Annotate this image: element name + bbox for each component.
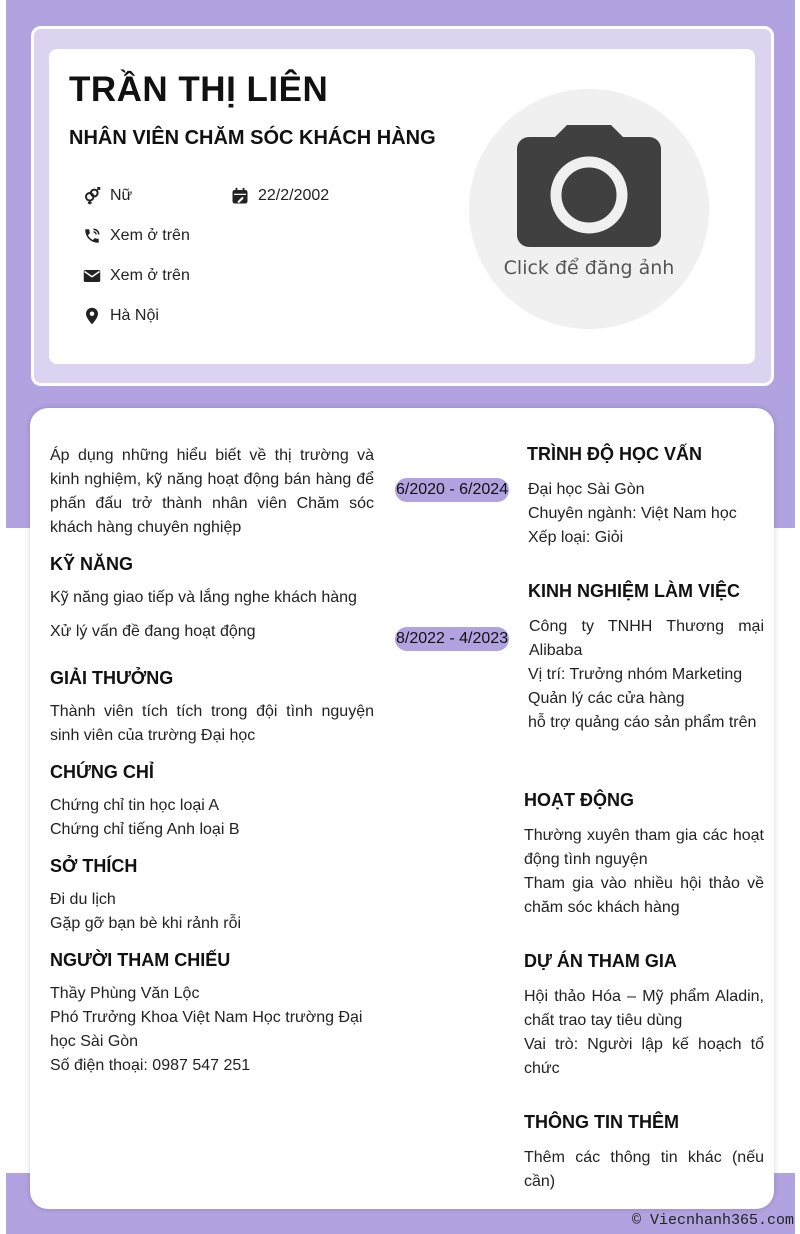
experience-heading[interactable]: KINH NGHIỆM LÀM VIỆC (528, 581, 741, 601)
project-name[interactable]: Hội thảo Hóa – Mỹ phẩm Aladin, chất trao tay tiêu dùng (524, 988, 764, 1029)
reference-phone[interactable]: Số điện thoại: 0987 547 251 (50, 1057, 251, 1074)
experience-duty[interactable]: Quản lý các cửa hàng (528, 690, 685, 707)
hobbies-heading[interactable]: SỞ THÍCH (50, 856, 138, 876)
phone-value: Xem ở trên (110, 227, 190, 244)
experience-period[interactable]: 8/2022 - 4/2023 (395, 627, 509, 651)
activity-item[interactable]: Tham gia vào nhiều hội thảo về chăm sóc khách hàng (524, 875, 764, 916)
job-title[interactable]: NHÂN VIÊN CHĂM SÓC KHÁCH HÀNG (69, 127, 436, 149)
hobby-item[interactable]: Đi du lịch (50, 891, 116, 908)
gender-info[interactable] (83, 187, 132, 205)
skill-item[interactable]: Kỹ năng giao tiếp và lắng nghe khách hàng (50, 589, 357, 606)
hobby-item[interactable]: Gặp gỡ bạn bè khi rảnh rỗi (50, 915, 242, 932)
education-major[interactable]: Chuyên ngành: Việt Nam học (528, 505, 737, 522)
award-item[interactable]: Thành viên tích tích trong đội tình nguyện sinh viên của trường Đại học (50, 703, 374, 744)
email-value: Xem ở trên (110, 267, 190, 284)
birthdate-value: 22/2/2002 (258, 187, 330, 204)
education-period[interactable]: 6/2020 - 6/2024 (395, 478, 509, 502)
career-objective[interactable]: Áp dụng những hiểu biết về thị trường và kinh nghiệm, kỹ năng hoạt động bán hàng để phấn đấu trở thành nhân viên Chăm sóc khách hàng chuyên nghiệp (50, 447, 374, 536)
awards-heading[interactable]: GIẢI THƯỞNG (50, 668, 174, 688)
phone-info[interactable] (83, 227, 190, 245)
email-icon (83, 267, 101, 285)
additional-info-heading[interactable]: THÔNG TIN THÊM (524, 1112, 679, 1132)
location-pin-icon (83, 307, 101, 325)
skills-heading[interactable]: KỸ NĂNG (50, 554, 134, 574)
experience-company[interactable]: Công ty TNHH Thương mại Alibaba (529, 618, 764, 659)
experience-role[interactable]: Vị trí: Trưởng nhóm Marketing (528, 666, 743, 683)
certificates-heading[interactable]: CHỨNG CHỈ (50, 762, 154, 782)
references-heading[interactable]: NGƯỜI THAM CHIẾU (50, 950, 231, 970)
certificate-item[interactable]: Chứng chỉ tin học loại A (50, 797, 220, 814)
project-role[interactable]: Vai trò: Người lập kế hoạch tổ chức (524, 1036, 764, 1077)
gender-value: Nữ (110, 187, 133, 204)
birthdate-info[interactable] (231, 187, 329, 205)
experience-duty[interactable]: hỗ trợ quảng cáo sản phẩm trên (528, 714, 757, 731)
education-grade[interactable]: Xếp loại: Giỏi (528, 529, 624, 546)
email-info[interactable] (83, 267, 190, 285)
reference-name[interactable]: Thầy Phùng Văn Lộc (50, 985, 200, 1002)
education-school[interactable]: Đại học Sài Gòn (528, 481, 645, 498)
gender-icon (83, 187, 101, 205)
education-heading[interactable]: TRÌNH ĐỘ HỌC VẤN (527, 444, 702, 464)
calendar-icon (231, 187, 249, 205)
reference-position[interactable]: Phó Trưởng Khoa Việt Nam Học trường Đại học Sài Gòn (50, 1009, 363, 1050)
address-info[interactable] (83, 307, 159, 325)
activities-heading[interactable]: HOẠT ĐỘNG (524, 790, 634, 810)
projects-heading[interactable]: DỰ ÁN THAM GIA (524, 951, 677, 971)
phone-icon (83, 227, 101, 245)
certificate-item[interactable]: Chứng chỉ tiếng Anh loại B (50, 821, 240, 838)
additional-info-text[interactable]: Thêm các thông tin khác (nếu cần) (524, 1149, 764, 1190)
footer-copyright: © Viecnhanh365.com (632, 1212, 795, 1229)
photo-upload-label: Click để đăng ảnh (503, 257, 675, 279)
candidate-name[interactable]: TRẦN THỊ LIÊN (69, 70, 329, 109)
address-value: Hà Nội (110, 307, 159, 324)
photo-upload[interactable] (469, 89, 709, 329)
skill-item[interactable]: Xử lý vấn đề đang hoạt động (50, 623, 256, 640)
camera-icon (517, 123, 661, 249)
activity-item[interactable]: Thường xuyên tham gia các hoạt động tình nguyện (524, 827, 764, 868)
